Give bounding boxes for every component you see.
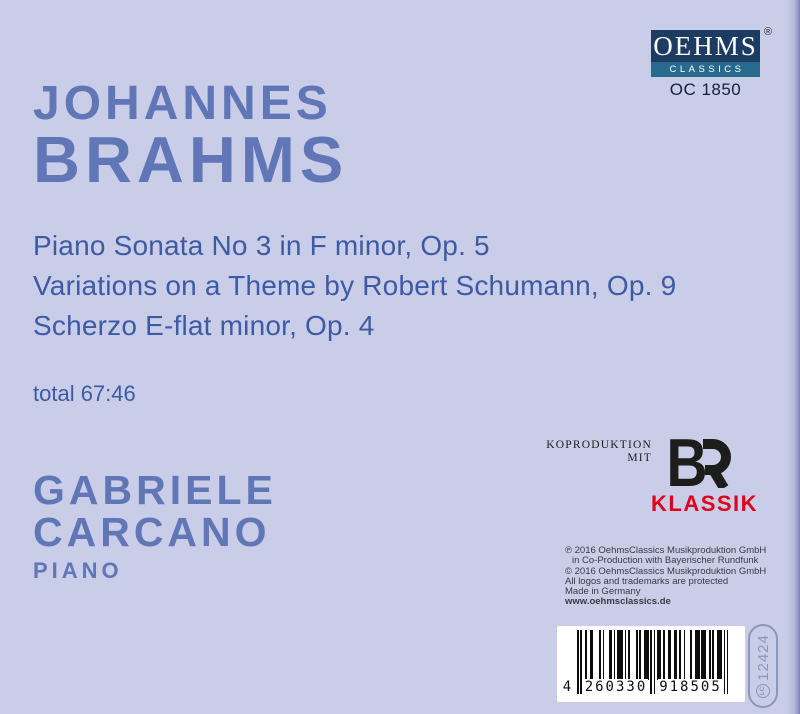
catalog-number: OC 1850 — [669, 80, 742, 99]
artist-role: PIANO — [33, 558, 123, 583]
work-item: Scherzo E-flat minor, Op. 4 — [33, 310, 375, 341]
composer-last-name: BRAHMS — [33, 123, 349, 196]
label-website: www.oehmsclassics.de — [565, 596, 671, 608]
label-code — [748, 624, 778, 708]
oehms-classics-logo — [651, 30, 760, 77]
br-klassik-wordmark: KLASSIK — [651, 491, 759, 516]
legal-line: ℗ 2016 OehmsClassics Musikproduktion GmbH — [565, 545, 767, 556]
legal-text — [565, 546, 790, 608]
artist-last-name: CARCANO — [33, 509, 271, 555]
svg-text:B: B — [668, 436, 708, 488]
legal-line: Made in Germany — [565, 586, 641, 598]
barcode-digits-left: 260330 — [584, 679, 648, 695]
coproduction-credit — [500, 439, 652, 465]
oehms-logo-subname: CLASSICS — [651, 62, 760, 77]
oehms-logo-name: OEHMS — [651, 30, 760, 62]
work-item: Variations on a Theme by Robert Schumann, Op. 9 — [33, 270, 677, 301]
coproduction-line2: MIT — [627, 452, 652, 464]
lc-circle-icon: LC — [756, 684, 770, 698]
barcode-digits-right: 918505 — [659, 679, 722, 695]
barcode — [557, 626, 745, 702]
work-item: Piano Sonata No 3 in F minor, Op. 5 — [33, 230, 490, 261]
total-duration: total 67:46 — [33, 381, 136, 406]
composer-first-name: JOHANNES — [33, 77, 332, 130]
barcode-digit-first: 4 — [562, 679, 572, 695]
legal-line: © 2016 OehmsClassics Musikproduktion GmbH — [565, 565, 767, 577]
legal-line: in Co-Production with Bayerischer Rundfunk — [572, 555, 759, 567]
works-list — [33, 226, 773, 346]
coproduction-line1: KOPRODUKTION — [546, 439, 652, 451]
artist-first-name: GABRIELE — [33, 467, 277, 513]
br-logo-icon — [668, 436, 732, 493]
label-code-number: 12424 — [754, 634, 772, 681]
legal-line: All logos and trademarks are protected — [565, 575, 729, 587]
registered-trademark-icon: ® — [764, 26, 773, 38]
